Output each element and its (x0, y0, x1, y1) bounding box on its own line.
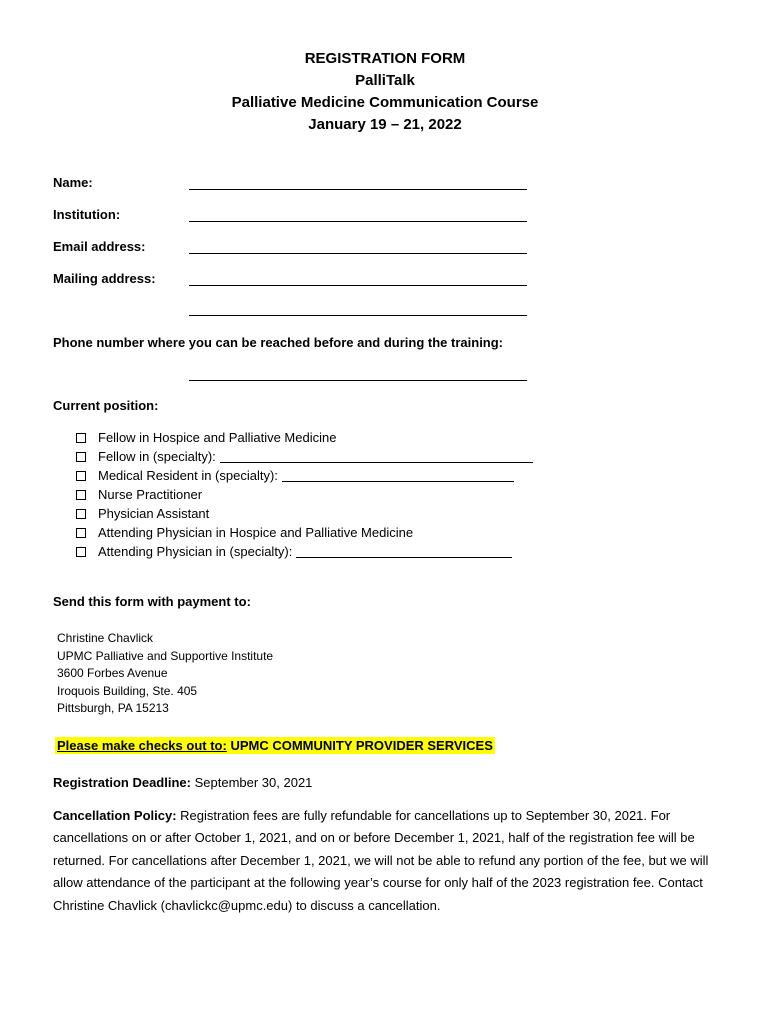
position-option-label: Physician Assistant (98, 506, 210, 521)
position-option-label: Medical Resident in (specialty): (98, 468, 278, 483)
address-line: Christine Chavlick (57, 631, 154, 645)
name-label: Name: (53, 175, 93, 190)
address-line: Pittsburgh, PA 15213 (57, 701, 169, 716)
position-options (76, 428, 533, 561)
checkbox[interactable] (76, 471, 86, 481)
checks-payee: UPMC COMMUNITY PROVIDER SERVICES (230, 738, 493, 753)
address-line: UPMC Palliative and Supportive Institute (57, 648, 274, 663)
address-line: Iroquois Building, Ste. 405 (57, 683, 198, 698)
checkbox[interactable] (76, 528, 86, 538)
address-line: 3600 Forbes Avenue (57, 666, 168, 681)
deadline-value: September 30, 2021 (194, 775, 313, 790)
position-option[interactable] (76, 428, 533, 447)
form-header (0, 48, 770, 136)
name-field[interactable] (189, 189, 527, 190)
checkbox[interactable] (76, 509, 86, 519)
position-option-label: Attending Physician in Hospice and Palliative Medicine (98, 525, 414, 540)
position-option-label: Nurse Practitioner (98, 487, 203, 502)
checks-prefix: Please make checks out to: (57, 738, 227, 753)
position-option[interactable] (76, 542, 533, 561)
course-dates: January 19 – 21, 2022 (308, 116, 462, 133)
mailing-address-label: Mailing address: (53, 271, 156, 286)
checkbox[interactable] (76, 490, 86, 500)
position-option-label: Fellow in Hospice and Palliative Medicine (98, 430, 337, 445)
position-option[interactable] (76, 504, 533, 523)
phone-label: Phone number where you can be reached before and during the training: (53, 335, 504, 350)
position-option[interactable] (76, 466, 533, 485)
checks-payable-notice (55, 737, 495, 754)
checkbox[interactable] (76, 452, 86, 462)
mailing-address-block (57, 630, 273, 718)
email-label: Email address: (53, 239, 146, 254)
course-full-name: Palliative Medicine Communication Course (231, 94, 539, 111)
deadline-label: Registration Deadline: (53, 775, 191, 790)
institution-label: Institution: (53, 207, 121, 222)
send-payment-label: Send this form with payment to: (53, 594, 251, 609)
resident-specialty-field[interactable] (282, 469, 514, 482)
cancellation-text: Registration fees are fully refundable for cancellations up to September 30, 2021. For cancellations on or after October 1, 2021, and on or before December 1, 2021, half of the registration fee will be returned. For cancellations after December 1, 2021, we will not be able to refund any portion of the fee, but we will allow attendance of the participant at the following year’s course for only half of the 2023 registration fee. Contact Christine Chavlick (chavlickc@upmc.edu) to discuss a cancellation. (53, 808, 709, 913)
position-option[interactable] (76, 447, 533, 466)
cancellation-label: Cancellation Policy: (53, 808, 177, 823)
email-field[interactable] (189, 253, 527, 254)
institution-field[interactable] (189, 221, 527, 222)
form-title: REGISTRATION FORM (304, 50, 466, 67)
course-short-name: PalliTalk (355, 72, 415, 89)
registration-deadline (53, 775, 312, 790)
position-option-label: Attending Physician in (specialty): (98, 544, 293, 559)
mailing-address-field-line1[interactable] (189, 285, 527, 286)
position-option[interactable] (76, 485, 533, 504)
phone-field[interactable] (189, 380, 527, 381)
position-option[interactable] (76, 523, 533, 542)
cancellation-policy (53, 805, 713, 917)
current-position-label: Current position: (53, 398, 159, 413)
checkbox[interactable] (76, 433, 86, 443)
mailing-address-field-line2[interactable] (189, 315, 527, 316)
checkbox[interactable] (76, 547, 86, 557)
fellow-specialty-field[interactable] (220, 450, 533, 463)
attending-specialty-field[interactable] (296, 545, 512, 558)
position-option-label: Fellow in (specialty): (98, 449, 216, 464)
